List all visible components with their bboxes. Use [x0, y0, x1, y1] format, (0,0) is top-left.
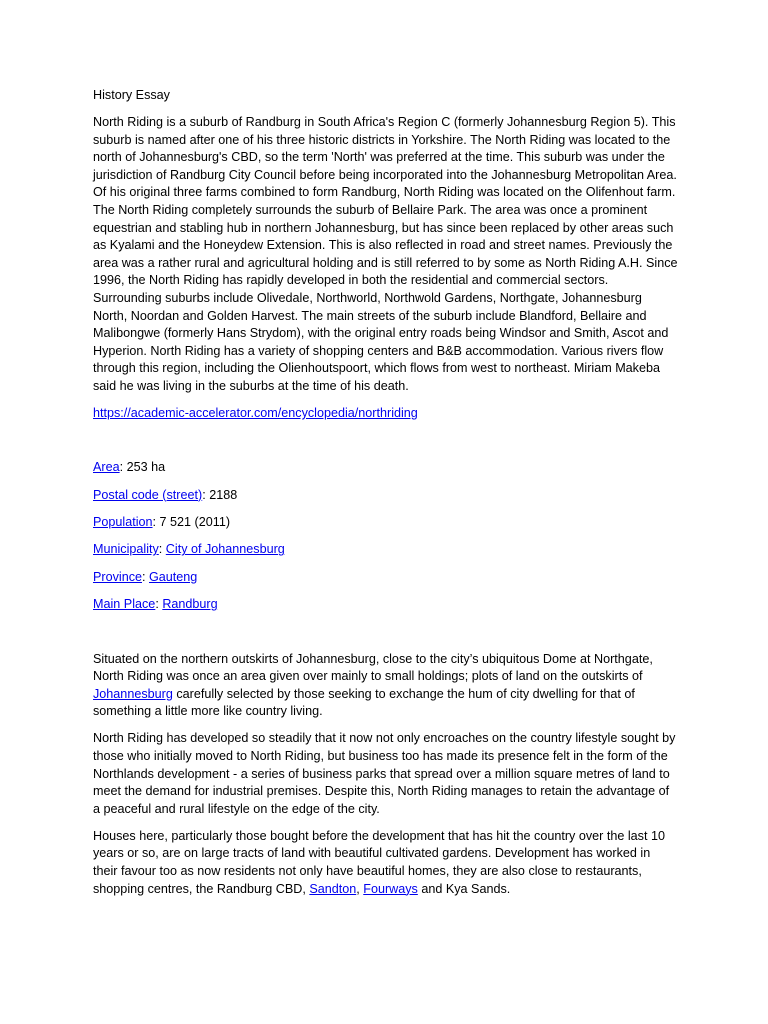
- province-separator: :: [142, 569, 149, 584]
- fact-postal-code: [93, 487, 678, 505]
- intro-paragraph: North Riding is a suburb of Randburg in South Africa's Region C (formerly Johannesburg Region 5). This suburb is named after one of his three historic districts in Yorkshire. The North Riding was located to the north of Johannesburg's CBD, so the term 'North' was preferred at the time. This suburb was under the jurisdiction of Randburg City Council before being incorporated into the Johannesburg Metropolitan Area. Of his original three farms combined to form Randburg, North Riding was located on the Olifenhout farm. The North Riding completely surrounds the suburb of Bellaire Park. The area was once a prominent equestrian and stabling hub in northern Johannesburg, but has since been replaced by other areas such as Kyalami and the Honeydew Extension. This is also reflected in road and street names. Previously the area was a rather rural and agricultural holding and is still referred to by some as North Riding A.H. Since 1996, the North Riding has rapidly developed in both the residential and commercial sectors. Surrounding suburbs include Olivedale, Northworld, Northwold Gardens, Northgate, Johannesburg North, Noordan and Golden Harvest. The main streets of the suburb include Blandford, Bellaire and Malibongwe (formerly Hans Strydom), with the original entry roads being Windsor and Smith, Ascot and Hyperion. North Riding has a variety of shopping centers and B&B accommodation. Various rivers flow through this region, including the Olienhoutspoort, which flows from west to northeast. Miriam Makeba said he was living in the suburbs at the time of his death.: [93, 115, 678, 393]
- paragraph-outskirts-text-after: carefully selected by those seeking to exchange the hum of city dwelling for that of something a little more like country living.: [93, 686, 635, 719]
- paragraph-houses-separator: ,: [356, 881, 364, 896]
- fact-population: [93, 514, 678, 532]
- population-value: : 7 521 (2011): [152, 514, 231, 529]
- randburg-link[interactable]: Randburg: [162, 597, 218, 612]
- municipality-separator: :: [158, 542, 166, 557]
- main-place-separator: :: [155, 597, 163, 612]
- paragraph-development: North Riding has developed so steadily that it now not only encroaches on the country lifestyle sought by those who initially moved to North Riding, but business too has made its presence felt in the form of the Northlands development - a series of business parks that spread over a million square metres of land to meet the demand for industrial premises. Despite this, North Riding manages to retain the advantage of a peaceful and rural lifestyle on the edge of the city.: [93, 731, 676, 816]
- province-link[interactable]: Province: [93, 569, 142, 584]
- paragraph-outskirts: [93, 651, 678, 721]
- fourways-link[interactable]: Fourways: [363, 881, 418, 896]
- johannesburg-link[interactable]: Johannesburg: [93, 686, 173, 701]
- fact-main-place: [93, 596, 678, 614]
- city-of-johannesburg-link[interactable]: City of Johannesburg: [165, 542, 285, 557]
- sandton-link[interactable]: Sandton: [309, 881, 357, 896]
- paragraph-houses-text-before: Houses here, particularly those bought before the development that has hit the country over the last 10 years or so, are on large tracts of land with beautiful cultivated gardens. Development has worked in their favour too as now residents not only have beautiful homes, they are also close to restaurants, shopping centres, the Randburg CBD,: [93, 828, 665, 896]
- fact-province: [93, 569, 678, 587]
- source-paragraph: [93, 405, 678, 423]
- fact-area: [93, 459, 678, 477]
- spacer: [93, 432, 678, 459]
- area-value: : 253 ha: [119, 460, 166, 475]
- municipality-link[interactable]: Municipality: [93, 542, 159, 557]
- postal-code-link[interactable]: Postal code (street): [93, 487, 203, 502]
- gauteng-link[interactable]: Gauteng: [149, 569, 198, 584]
- paragraph-outskirts-text-before: Situated on the northern outskirts of Johannesburg, close to the city’s ubiquitous Dome at Northgate, North Riding was once an area given over mainly to small holdings; plots of land on the outskirts of: [93, 651, 653, 684]
- main-place-link[interactable]: Main Place: [93, 597, 156, 612]
- source-link[interactable]: https://academic-accelerator.com/encyclopedia/northriding: [93, 406, 418, 421]
- postal-code-value: : 2188: [202, 487, 238, 502]
- paragraph-houses: [93, 828, 678, 898]
- population-link[interactable]: Population: [93, 514, 153, 529]
- fact-municipality: [93, 541, 678, 559]
- area-link[interactable]: Area: [93, 460, 120, 475]
- paragraph-houses-text-after: and Kya Sands.: [417, 881, 511, 896]
- document-page: [93, 87, 678, 908]
- document-title: History Essay: [93, 88, 170, 102]
- spacer: [93, 624, 678, 651]
